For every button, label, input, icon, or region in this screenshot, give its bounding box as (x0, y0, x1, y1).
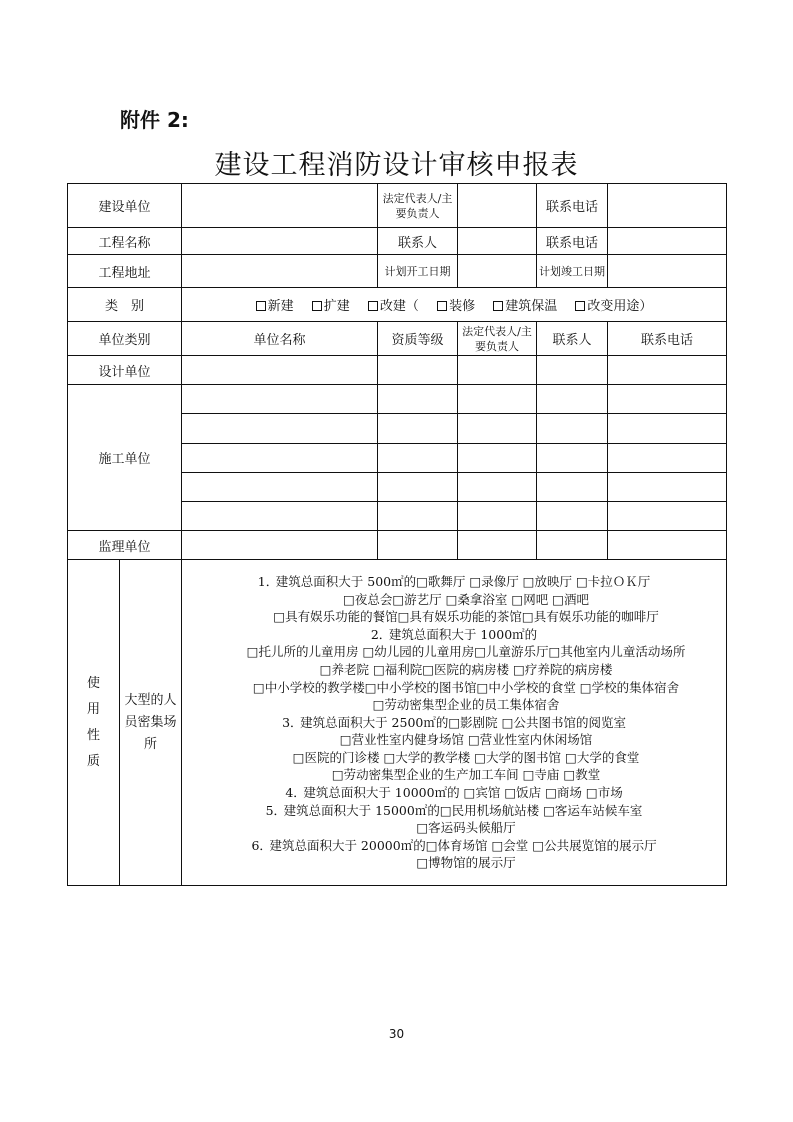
usage-option-line[interactable] (182, 766, 726, 784)
usage-option-line[interactable] (182, 591, 726, 609)
usage-item-text: 建筑总面积大于 15000㎡的□民用机场航站楼 □客运车站候车室 (283, 802, 643, 818)
usage-option-line[interactable] (182, 696, 726, 714)
construction-name-field[interactable] (182, 473, 378, 502)
construction-name-field[interactable] (182, 385, 378, 414)
usage-group-label: 大型的人员密集场所 (120, 560, 182, 886)
row-project-name (68, 228, 727, 255)
checkbox-icon (368, 301, 378, 311)
usage-option-line[interactable] (182, 819, 726, 837)
usage-item-text: □夜总会□游艺厅 □桑拿浴室 □网吧 □酒吧 (343, 591, 589, 607)
checkbox-icon (312, 301, 322, 311)
usage-item-text: □医院的门诊楼 □大学的教学楼 □大学的图书馆 □大学的食堂 (292, 749, 640, 765)
usage-item-text: □中小学校的教学楼□中小学校的图书馆□中小学校的食堂 □学校的集体宿舍 (252, 679, 680, 695)
contact-field[interactable] (458, 228, 537, 255)
construction-legal-rep-field[interactable] (458, 414, 537, 444)
category-options (182, 288, 727, 322)
usage-options (182, 560, 727, 886)
option-new[interactable]: 新建 (256, 299, 294, 314)
option-decoration[interactable]: 装修 (437, 299, 475, 314)
phone-label-1: 联系电话 (537, 184, 608, 228)
construction-legal-rep-field[interactable] (458, 385, 537, 414)
design-unit-label: 设计单位 (68, 356, 182, 385)
construction-qualification-field[interactable] (378, 385, 458, 414)
construction-unit-label: 建设单位 (68, 184, 182, 228)
contact-label: 联系人 (378, 228, 458, 255)
usage-option-line[interactable] (182, 731, 726, 749)
row-units-header (68, 322, 727, 356)
usage-item-text: 建筑总面积大于 20000㎡的□体育场馆 □会堂 □公共展览馆的展示厅 (269, 837, 657, 853)
row-construction-unit (68, 184, 727, 228)
construction-name-field[interactable] (182, 444, 378, 473)
construction-phone-field[interactable] (608, 502, 727, 531)
usage-option-line[interactable] (182, 714, 726, 732)
construction-contact-field[interactable] (537, 414, 608, 444)
category-label: 类 别 (68, 288, 182, 322)
usage-item-text: 建筑总面积大于 10000㎡的 □宾馆 □饭店 □商场 □市场 (303, 785, 623, 801)
usage-item-text: 建筑总面积大于 500㎡的□歌舞厅 □录像厅 □放映厅 □卡拉ＯＫ厅 (275, 573, 651, 589)
qualification-header: 资质等级 (378, 322, 458, 356)
row-category (68, 288, 727, 322)
design-unit-qualification-field[interactable] (378, 356, 458, 385)
start-date-field[interactable] (458, 255, 537, 288)
construction-phone-field[interactable] (608, 385, 727, 414)
supervision-phone-field[interactable] (608, 531, 727, 560)
usage-option-line[interactable] (182, 608, 726, 626)
design-unit-name-field[interactable] (182, 356, 378, 385)
project-address-field[interactable] (182, 255, 378, 288)
start-date-label: 计划开工日期 (378, 255, 458, 288)
usage-option-line[interactable] (182, 573, 726, 591)
supervision-contact-field[interactable] (537, 531, 608, 560)
usage-item-number: 3． (282, 714, 303, 730)
usage-item-text: □劳动密集型企业的生产加工车间 □寺庙 □教堂 (331, 767, 601, 783)
construction-name-field[interactable] (182, 414, 378, 444)
usage-item-text: 建筑总面积大于 1000㎡的 (388, 626, 538, 642)
legal-rep-header: 法定代表人/主要负责人 (458, 322, 537, 356)
usage-item-text: □养老院 □福利院□医院的病房楼 □疗养院的病房楼 (319, 661, 613, 677)
page-number: 30 (388, 1027, 405, 1041)
construction-unit-field[interactable] (182, 184, 378, 228)
usage-item-number: 4． (285, 785, 306, 801)
phone-field-2[interactable] (608, 228, 727, 255)
design-unit-phone-field[interactable] (608, 356, 727, 385)
construction-company-label: 施工单位 (68, 385, 182, 531)
supervision-legal-rep-field[interactable] (458, 531, 537, 560)
construction-legal-rep-field[interactable] (458, 444, 537, 473)
construction-qualification-field[interactable] (378, 473, 458, 502)
usage-item-number: 6． (251, 837, 272, 853)
application-form-table (67, 183, 727, 886)
usage-item-number: 1． (257, 573, 279, 589)
row-design-unit (68, 356, 727, 385)
end-date-label: 计划竣工日期 (537, 255, 608, 288)
form-title: 建设工程消防设计审核申报表 (214, 150, 579, 181)
usage-item-number: 2． (370, 626, 392, 642)
phone-label-2: 联系电话 (537, 228, 608, 255)
unit-name-header: 单位名称 (182, 322, 378, 356)
project-address-label: 工程地址 (68, 255, 182, 288)
row-usage (68, 560, 727, 886)
checkbox-icon (575, 301, 585, 311)
usage-item-text: □客运码头候船厅 (416, 820, 516, 836)
checkbox-icon (256, 301, 266, 311)
usage-item-text: □营业性室内健身场馆 □营业性室内休闲场馆 (339, 732, 593, 748)
usage-option-line[interactable] (182, 679, 726, 697)
row-construction-company (68, 385, 727, 414)
construction-contact-field[interactable] (537, 502, 608, 531)
usage-item-number: 5． (265, 802, 287, 818)
end-date-field[interactable] (608, 255, 727, 288)
project-name-field[interactable] (182, 228, 378, 255)
usage-item-text: 建筑总面积大于 2500㎡的□影剧院 □公共图书馆的阅览室 (300, 714, 626, 730)
checkbox-icon (437, 301, 447, 311)
phone-field-1[interactable] (608, 184, 727, 228)
option-expand[interactable]: 扩建 (312, 299, 350, 314)
option-change-use[interactable]: 改变用途） (575, 299, 652, 314)
design-unit-contact-field[interactable] (537, 356, 608, 385)
construction-contact-field[interactable] (537, 444, 608, 473)
option-insulation[interactable]: 建筑保温 (493, 299, 557, 314)
usage-option-line[interactable] (182, 661, 726, 679)
usage-option-line[interactable] (182, 784, 726, 802)
supervision-name-field[interactable] (182, 531, 378, 560)
construction-legal-rep-field[interactable] (458, 473, 537, 502)
usage-option-line[interactable] (182, 837, 726, 855)
construction-qualification-field[interactable] (378, 414, 458, 444)
unit-type-header: 单位类别 (68, 322, 182, 356)
usage-option-line[interactable] (182, 643, 726, 661)
usage-label: 使 用 性 质 (68, 560, 120, 886)
project-name-label: 工程名称 (68, 228, 182, 255)
construction-legal-rep-field[interactable] (458, 502, 537, 531)
construction-phone-field[interactable] (608, 473, 727, 502)
phone-header: 联系电话 (608, 322, 727, 356)
attachment-label: 附件 2: (120, 108, 189, 132)
construction-phone-field[interactable] (608, 414, 727, 444)
construction-phone-field[interactable] (608, 444, 727, 473)
construction-contact-field[interactable] (537, 473, 608, 502)
usage-item-text: □具有娱乐功能的餐馆□具有娱乐功能的茶馆□具有娱乐功能的咖啡厅 (273, 609, 659, 625)
usage-option-line[interactable] (182, 802, 726, 820)
row-supervision-unit (68, 531, 727, 560)
usage-option-line[interactable] (182, 749, 726, 767)
legal-rep-label: 法定代表人/主要负责人 (378, 184, 458, 228)
row-project-address (68, 255, 727, 288)
usage-option-line[interactable] (182, 854, 726, 872)
construction-qualification-field[interactable] (378, 502, 458, 531)
usage-option-line[interactable] (182, 626, 726, 644)
usage-item-text: □博物馆的展示厅 (416, 855, 516, 871)
construction-qualification-field[interactable] (378, 444, 458, 473)
usage-item-text: □劳动密集型企业的员工集体宿舍 (372, 697, 560, 713)
construction-contact-field[interactable] (537, 385, 608, 414)
supervision-qualification-field[interactable] (378, 531, 458, 560)
legal-rep-field[interactable] (458, 184, 537, 228)
supervision-unit-label: 监理单位 (68, 531, 182, 560)
design-unit-legal-rep-field[interactable] (458, 356, 537, 385)
checkbox-icon (493, 301, 503, 311)
contact-header: 联系人 (537, 322, 608, 356)
option-rebuild[interactable]: 改建（ (368, 299, 419, 314)
construction-name-field[interactable] (182, 502, 378, 531)
usage-item-text: □托儿所的儿童用房 □幼儿园的儿童用房□儿童游乐厅□其他室内儿童活动场所 (246, 644, 686, 660)
